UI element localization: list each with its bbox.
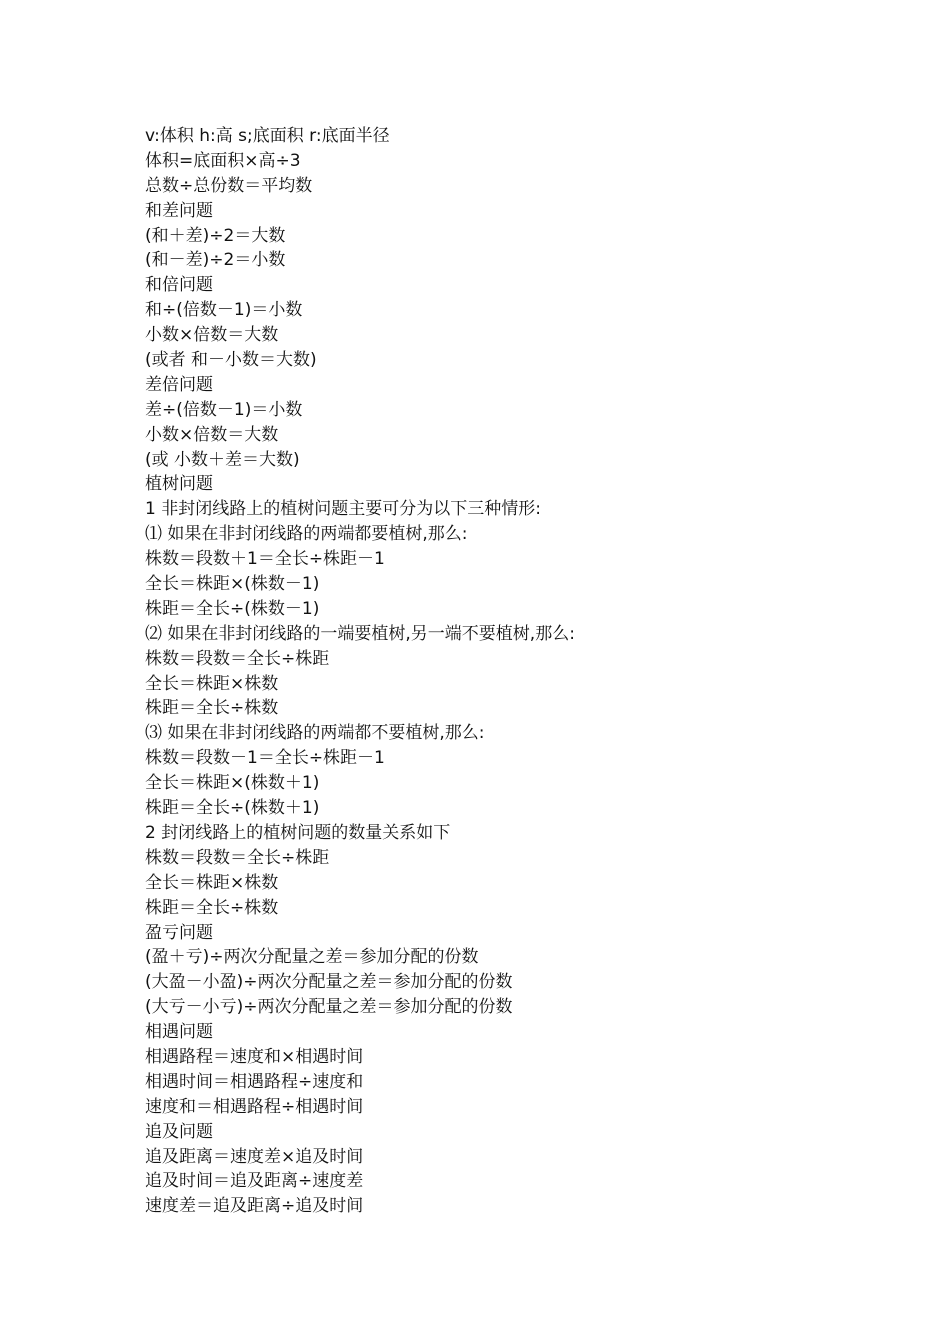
formula-line: 相遇时间＝相遇路程÷速度和: [145, 1071, 364, 1092]
formula-line: 株距＝全长÷株数: [145, 698, 279, 719]
formula-line: (或 小数＋差＝大数): [145, 449, 300, 470]
section-heading: 差倍问题: [145, 374, 213, 395]
section-heading: 植树问题: [145, 474, 213, 495]
formula-line: 总数÷总份数＝平均数: [145, 175, 313, 196]
formula-line: (和－差)÷2＝小数: [145, 250, 286, 271]
formula-line: 株距＝全长÷株数: [145, 897, 279, 918]
formula-line: 全长＝株距×株数: [145, 872, 279, 893]
section-heading: 和差问题: [145, 200, 213, 221]
subsection-line: 1 非封闭线路上的植树问题主要可分为以下三种情形:: [145, 499, 541, 520]
section-heading: 相遇问题: [145, 1022, 213, 1043]
formula-line: 速度和＝相遇路程÷相遇时间: [145, 1096, 364, 1117]
formula-line: (和＋差)÷2＝大数: [145, 225, 286, 246]
formula-line: 全长＝株距×(株数＋1): [145, 773, 320, 794]
section-heading: 盈亏问题: [145, 922, 213, 943]
formula-line: 株数＝段数＝全长÷株距: [145, 648, 330, 669]
formula-line: 株数＝段数－1＝全长÷株距－1: [145, 748, 385, 769]
formula-line: (大盈－小盈)÷两次分配量之差＝参加分配的份数: [145, 972, 513, 993]
case-line: ⑶ 如果在非封闭线路的两端都不要植树,那么:: [145, 723, 485, 744]
formula-line: 追及距离＝速度差×追及时间: [145, 1146, 364, 1167]
formula-line: 株距＝全长÷(株数－1): [145, 598, 320, 619]
section-heading: 和倍问题: [145, 275, 213, 296]
formula-line: 和÷(倍数－1)＝小数: [145, 300, 303, 321]
formula-line: 小数×倍数＝大数: [145, 325, 279, 346]
formula-line: 株数＝段数＋1＝全长÷株距－1: [145, 549, 385, 570]
formula-line: (大亏－小亏)÷两次分配量之差＝参加分配的份数: [145, 997, 513, 1018]
formula-line: 株距＝全长÷(株数＋1): [145, 798, 320, 819]
case-line: ⑵ 如果在非封闭线路的一端要植树,另一端不要植树,那么:: [145, 623, 575, 644]
formula-line: 小数×倍数＝大数: [145, 424, 279, 445]
document-body: [145, 124, 905, 1219]
formula-line: (或者 和－小数＝大数): [145, 350, 317, 371]
formula-line: 全长＝株距×(株数－1): [145, 574, 320, 595]
formula-line: 速度差＝追及距离÷追及时间: [145, 1196, 364, 1217]
formula-line: 株数＝段数＝全长÷株距: [145, 847, 330, 868]
case-line: ⑴ 如果在非封闭线路的两端都要植树,那么:: [145, 524, 468, 545]
legend-line: v:体积 h:高 s;底面积 r:底面半径: [145, 126, 390, 146]
formula-line: 差÷(倍数－1)＝小数: [145, 399, 303, 420]
formula-line: 体积=底面积×高÷3: [145, 150, 301, 171]
formula-line: 追及时间＝追及距离÷速度差: [145, 1171, 364, 1192]
formula-line: 相遇路程＝速度和×相遇时间: [145, 1046, 364, 1067]
formula-line: (盈＋亏)÷两次分配量之差＝参加分配的份数: [145, 947, 479, 968]
subsection-line: 2 封闭线路上的植树问题的数量关系如下: [145, 822, 451, 843]
section-heading: 追及问题: [145, 1121, 213, 1142]
formula-line: 全长＝株距×株数: [145, 673, 279, 694]
